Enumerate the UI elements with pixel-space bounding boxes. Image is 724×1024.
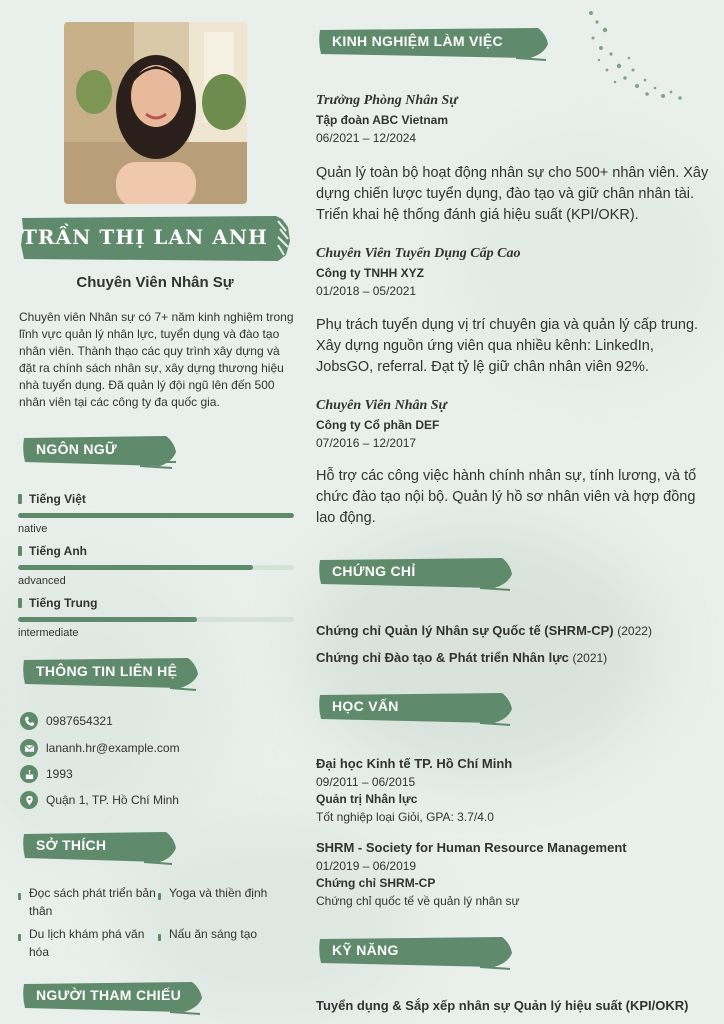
- experience-item: [316, 93, 706, 145]
- job-description: Quản lý toàn bộ hoạt động nhân sự cho 500+ nhân viên. Xây dựng chiến lược tuyển dụng, đào tạo và giữ chân nhân tài. Triển khai hệ thống đánh giá hiệu suất (KPI/OKR).: [316, 165, 709, 223]
- certificate-name: Chứng chỉ Đào tạo & Phát triển Nhân lực: [316, 650, 569, 665]
- certificate-name: Chứng chỉ Quản lý Nhân sự Quốc tế (SHRM-CP): [316, 623, 614, 638]
- language-name: Tiếng Việt: [29, 492, 86, 506]
- bullet-icon: [18, 494, 22, 504]
- experience-item: [316, 246, 706, 298]
- language-name: Tiếng Trung: [29, 596, 98, 610]
- cake-icon: [20, 765, 38, 783]
- contact-birth-year: 1993: [20, 763, 73, 785]
- certificate-year: (2022): [617, 624, 652, 638]
- bullet-icon: [18, 546, 22, 556]
- section-heading-hobbies: SỞ THÍCH: [20, 828, 180, 868]
- education-note: Chứng chỉ quốc tế về quản lý nhân sự: [316, 894, 520, 908]
- job-company: Công ty TNHH XYZ: [316, 266, 424, 280]
- language-bar-fill: [18, 513, 294, 518]
- section-heading-certificates: CHỨNG CHỈ: [316, 554, 516, 594]
- language-level: native: [18, 523, 48, 535]
- section-heading-contact: THÔNG TIN LIÊN HỆ: [20, 654, 202, 694]
- job-company: Tập đoàn ABC Vietnam: [316, 113, 449, 127]
- decorative-dots: [585, 8, 710, 103]
- language-level: intermediate: [18, 627, 79, 639]
- education-major: Chứng chỉ SHRM-CP: [316, 876, 436, 890]
- certificate-item: [316, 650, 607, 665]
- language-bar: [18, 617, 294, 622]
- language-level: advanced: [18, 575, 66, 587]
- contact-email[interactable]: lananh.hr@example.com: [20, 737, 180, 759]
- language-bar: [18, 565, 294, 570]
- section-heading-education: HỌC VẤN: [316, 689, 516, 729]
- skills-list: Tuyển dụng & Sắp xếp nhân sự Quản lý hiệu suất (KPI/OKR): [316, 998, 689, 1013]
- phone-icon: [20, 712, 38, 730]
- job-title: Chuyên Viên Nhân Sự: [76, 274, 234, 291]
- full-name: TRẦN THỊ LAN ANH: [22, 225, 268, 249]
- bullet-icon: [18, 598, 22, 608]
- hobby-item: Yoga và thiền định: [158, 884, 299, 902]
- email-icon: [20, 739, 38, 757]
- school-name: Đại học Kinh tế TP. Hồ Chí Minh: [316, 756, 513, 771]
- job-dates: 06/2021 – 12/2024: [316, 131, 417, 145]
- hobby-item: Đọc sách phát triển bản thân: [18, 884, 159, 920]
- job-role: Chuyên Viên Tuyển Dụng Cấp Cao: [316, 246, 521, 261]
- hobby-item: Du lịch khám phá văn hóa: [18, 925, 159, 961]
- job-company: Công ty Cổ phần DEF: [316, 418, 440, 432]
- hobby-item: Nấu ăn sáng tạo: [158, 925, 299, 943]
- contact-phone[interactable]: 0987654321: [20, 710, 113, 732]
- education-dates: 01/2019 – 06/2019: [316, 859, 417, 873]
- job-dates: 07/2016 – 12/2017: [316, 436, 417, 450]
- education-dates: 09/2011 – 06/2015: [316, 775, 416, 789]
- contact-address: Quận 1, TP. Hồ Chí Minh: [20, 789, 179, 811]
- certificate-item: [316, 623, 652, 638]
- language-name: Tiếng Anh: [29, 544, 87, 558]
- experience-item: [316, 398, 706, 450]
- language-bar-fill: [18, 617, 197, 622]
- section-heading-languages: NGÔN NGỮ: [20, 432, 180, 472]
- language-bar-fill: [18, 565, 253, 570]
- job-role: Chuyên Viên Nhân Sự: [316, 398, 447, 413]
- profile-photo: [64, 22, 247, 204]
- certificate-year: (2021): [572, 651, 608, 665]
- section-heading-references: NGƯỜI THAM CHIẾU: [20, 978, 206, 1018]
- section-heading-skills: KỸ NĂNG: [316, 933, 516, 973]
- location-pin-icon: [20, 791, 38, 809]
- language-bar: [18, 513, 294, 518]
- school-name: SHRM - Society for Human Resource Management: [316, 840, 627, 855]
- education-note: Tốt nghiệp loại Giỏi, GPA: 3.7/4.0: [316, 810, 494, 824]
- education-major: Quản trị Nhân lực: [316, 792, 418, 806]
- job-description: Hỗ trợ các công việc hành chính nhân sự, tính lương, và tổ chức đào tạo nội bộ. Quản lý hồ sơ nhân viên và hợp đồng lao động.: [316, 468, 697, 526]
- education-item: [316, 840, 706, 908]
- job-dates: 01/2018 – 05/2021: [316, 284, 417, 298]
- section-heading-experience: KINH NGHIỆM LÀM VIỆC: [316, 24, 552, 64]
- job-role: Trưởng Phòng Nhân Sự: [316, 93, 458, 108]
- left-column: [0, 0, 300, 1024]
- profile-summary: Chuyên viên Nhân sự có 7+ năm kinh nghiệm trong lĩnh vực quản lý nhân lực, tuyển dụng và đào tạo nhân viên. Thành thạo các quy trình xây dựng và đặt ra chính sách nhân sự, xây dựng thương hiệu nhà tuyển dụng. Đã quản lý đội ngũ lên đến 500 nhân viên tại các công ty đa quốc gia.: [19, 310, 294, 409]
- name-banner: [20, 215, 290, 259]
- education-item: [316, 756, 706, 824]
- job-description: Phụ trách tuyển dụng vị trí chuyên gia và quản lý cấp trung. Xây dựng nguồn ứng viên qua nhiều kênh: LinkedIn, JobsGO, referral. Đạt tỷ lệ giữ chân nhân viên 92%.: [316, 317, 699, 375]
